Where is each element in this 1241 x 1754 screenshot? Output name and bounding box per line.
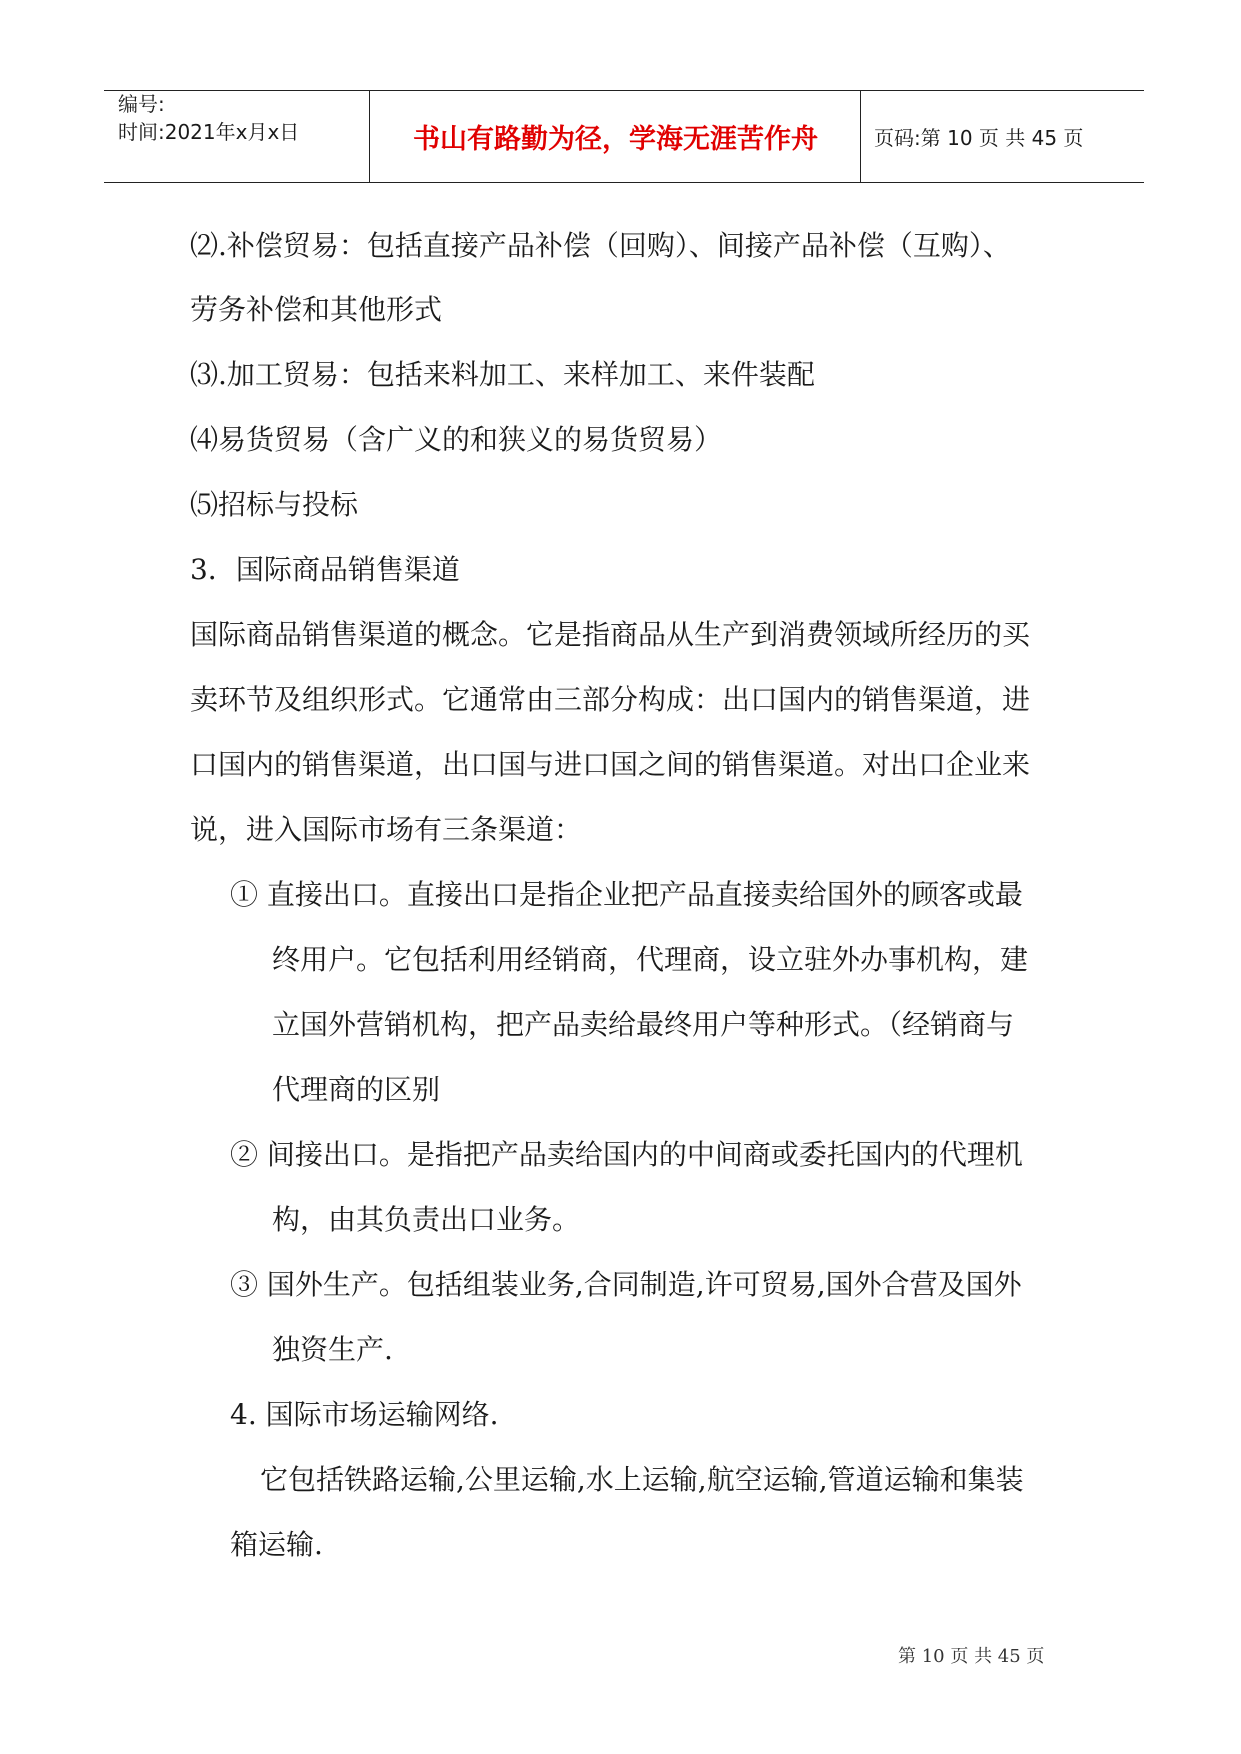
body-line: 劳务补偿和其他形式 <box>190 293 443 326</box>
header-meta <box>118 90 299 146</box>
body-line: 国际商品销售渠道的概念。它是指商品从生产到消费领域所经历的买 <box>190 618 1031 651</box>
document-number-label: 编号: <box>118 92 165 116</box>
list-item-continuation: 独资生产. <box>272 1333 393 1366</box>
body-line: 它包括铁路运输,公里运输,水上运输,航空运输,管道运输和集装 <box>260 1463 1024 1496</box>
list-item: ② 间接出口。是指把产品卖给国内的中间商或委托国内的代理机 <box>230 1138 1023 1171</box>
section-heading: 4. 国际市场运输网络. <box>230 1398 499 1431</box>
list-item-continuation: 代理商的区别 <box>272 1073 441 1106</box>
list-item-continuation: 构，由其负责出口业务。 <box>272 1203 581 1236</box>
header-divider <box>369 90 370 182</box>
list-item-continuation: 立国外营销机构，把产品卖给最终用户等种形式。（经销商与 <box>272 1008 1015 1041</box>
header-page-number: 页码:第 10 页 共 45 页 <box>874 125 1084 150</box>
body-line: ⑸招标与投标 <box>190 488 359 521</box>
list-item-continuation: 终用户。它包括利用经销商，代理商，设立驻外办事机构，建 <box>272 943 1029 976</box>
section-heading: 3．国际商品销售渠道 <box>190 553 460 586</box>
header-divider <box>860 90 861 182</box>
header-bottom-rule <box>104 182 1144 183</box>
body-line: ⑵.补偿贸易：包括直接产品补偿（回购）、间接产品补偿（互购）、 <box>190 229 1011 262</box>
footer-page-number: 第 10 页 共 45 页 <box>898 1646 1045 1667</box>
list-item: ① 直接出口。直接出口是指企业把产品直接卖给国外的顾客或最 <box>230 878 1023 911</box>
body-line: 箱运输. <box>230 1528 323 1561</box>
document-time-label: 时间:2021年x月x日 <box>118 120 300 144</box>
list-item: ③ 国外生产。包括组装业务,合同制造,许可贸易,国外合营及国外 <box>230 1268 1022 1301</box>
body-line: ⑶.加工贸易：包括来料加工、来样加工、来件装配 <box>190 358 815 391</box>
body-line: ⑷易货贸易（含广义的和狭义的易货贸易） <box>190 423 723 456</box>
body-line: 说，进入国际市场有三条渠道： <box>190 813 583 846</box>
header-motto: 书山有路勤为径，学海无涯苦作舟 <box>413 123 818 155</box>
body-line: 口国内的销售渠道，出口国与进口国之间的销售渠道。对出口企业来 <box>190 748 1031 781</box>
body-line: 卖环节及组织形式。它通常由三部分构成：出口国内的销售渠道，进 <box>190 683 1031 716</box>
